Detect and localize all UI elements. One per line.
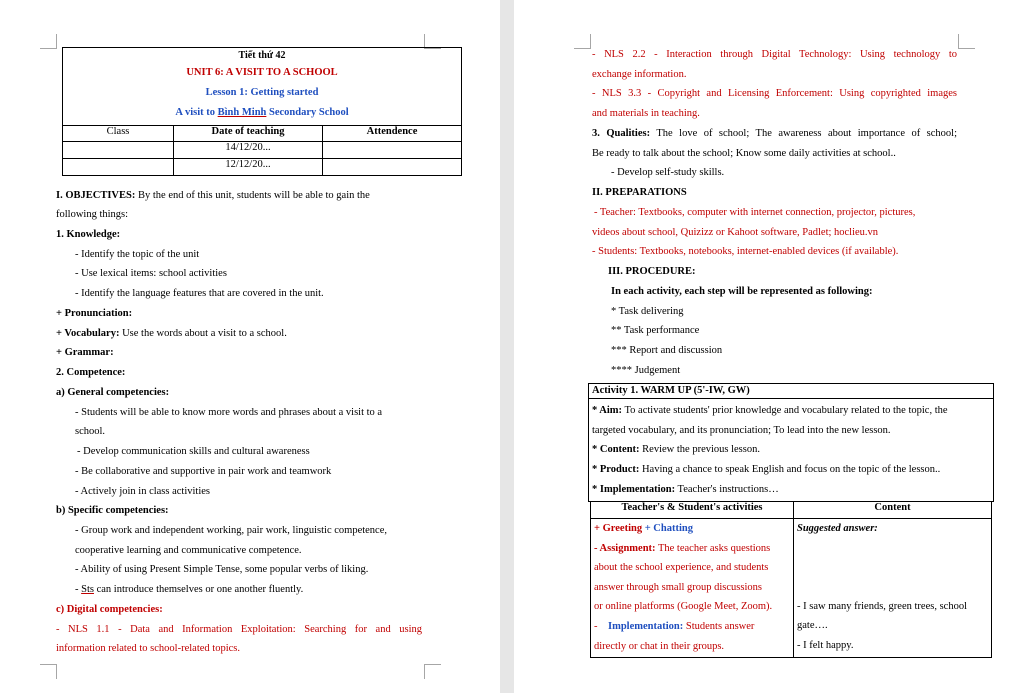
objectives-line2: following things:	[56, 209, 129, 220]
digital-competencies-heading: c) Digital competencies:	[56, 604, 163, 615]
vocabulary-line: + Vocabulary: Use the words about a visit to a school.	[56, 328, 287, 339]
col-activities: Teacher's & Student's activities	[591, 502, 794, 519]
nls-1-1-line: - NLS 1.1 - Data and Information Exploitation: Searching for and using	[56, 624, 422, 635]
activity-title: Activity 1. WARM UP (5'-IW, GW)	[592, 385, 750, 396]
crop-mark	[958, 34, 975, 49]
col-date: Date of teaching	[174, 126, 323, 142]
implementation-line: * Implementation: Teacher's instructions…	[592, 484, 779, 495]
class-cell	[63, 142, 174, 159]
page-left	[0, 0, 500, 693]
competence-heading: 2. Competence:	[56, 367, 126, 378]
date-cell: 14/12/20...	[174, 142, 323, 159]
specific-competencies-heading: b) Specific competencies:	[56, 505, 169, 516]
nls-1-1-line2: information related to school-related topics.	[56, 643, 240, 654]
aim-line: * Aim: To activate students' prior knowledge and vocabulary related to the topic, the	[592, 405, 948, 416]
page-gap	[500, 0, 514, 693]
activities-cell	[591, 519, 794, 658]
crop-mark	[40, 664, 57, 679]
assignment-line4: or online platforms (Google Meet, Zoom).	[594, 601, 773, 613]
specific-item: - Sts can introduce themselves or one another fluently.	[75, 584, 304, 595]
specific-item: cooperative learning and communicative competence.	[75, 545, 302, 556]
att-cell	[323, 159, 462, 176]
pronunciation-heading: + Pronunciation:	[56, 308, 133, 319]
qualities-line2: Be ready to talk about the school; Know some daily activities at school..	[592, 148, 896, 159]
lesson-title: Lesson 1: Getting started	[205, 87, 319, 98]
crop-mark	[40, 34, 57, 49]
grammar-heading: + Grammar:	[56, 347, 114, 358]
students-prep-line: - Students: Textbooks, notebooks, internet-enabled devices (if available).	[592, 246, 899, 257]
greeting-line: + Greeting + Chatting	[594, 523, 693, 534]
answer-line: gate….	[797, 620, 828, 632]
general-competencies-heading: a) General competencies:	[56, 387, 170, 398]
knowledge-heading: 1. Knowledge:	[56, 229, 121, 240]
assignment-line2: about the school experience, and students	[594, 562, 769, 574]
qualities-line3: - Develop self-study skills.	[611, 167, 725, 178]
specific-item: - Ability of using Present Simple Tense, some popular verbs of liking.	[75, 564, 369, 575]
page-right	[514, 0, 1029, 693]
general-item: - Be collaborative and supportive in pair work and teamwork	[75, 466, 332, 477]
activities-table	[590, 501, 992, 658]
content-line: * Content: Review the previous lesson.	[592, 444, 760, 455]
objectives-line: I. OBJECTIVES: By the end of this unit, students will be able to gain the	[56, 190, 370, 201]
knowledge-item: - Identify the topic of the unit	[75, 249, 200, 260]
col-content: Content	[794, 502, 992, 519]
step-item: **** Judgement	[611, 365, 681, 376]
teacher-prep-line2: videos about school, Quizizz or Kahoot software, Padlet; hoclieu.vn	[592, 227, 879, 238]
general-item: school.	[75, 426, 106, 437]
procedure-heading: III. PROCEDURE:	[608, 266, 696, 277]
implementation-line: - Implementation: Students answer	[594, 620, 755, 632]
col-attendance: Attendence	[323, 126, 462, 142]
general-item: - Actively join in class activities	[75, 486, 211, 497]
nls-2-2-line: - NLS 2.2 - Interaction through Digital Technology: Using technology to	[592, 49, 957, 60]
col-class: Class	[63, 126, 174, 142]
aim-line2: targeted vocabulary, and its pronunciation; To lead into the new lesson.	[592, 425, 891, 436]
lesson-subtitle: A visit to Bình Minh Secondary School	[175, 107, 349, 118]
crop-mark	[574, 34, 591, 49]
unit-title: UNIT 6: A VISIT TO A SCHOOL	[186, 67, 338, 78]
product-line: * Product: Having a chance to speak English and focus on the topic of the lesson..	[592, 464, 941, 475]
content-cell	[794, 519, 992, 658]
lesson-number: Tiết thứ 42	[238, 50, 286, 61]
answer-line: - I felt happy.	[797, 639, 854, 651]
att-cell	[323, 142, 462, 159]
assignment-line3: answer through small group discussions	[594, 581, 762, 593]
nls-3-3-line2: and materials in teaching.	[592, 108, 700, 119]
teacher-prep-line: - Teacher: Textbooks, computer with internet connection, projector, pictures,	[594, 207, 916, 218]
class-cell	[63, 159, 174, 176]
crop-mark	[424, 664, 441, 679]
divider	[589, 398, 993, 399]
nls-2-2-line2: exchange information.	[592, 69, 687, 80]
step-item: ** Task performance	[611, 325, 700, 336]
knowledge-item: - Use lexical items: school activities	[75, 268, 227, 279]
procedure-intro: In each activity, each step will be represented as following:	[611, 286, 873, 297]
lesson-header-table	[62, 47, 462, 176]
qualities-line: 3. Qualities: The love of school; The awareness about importance of school;	[592, 128, 957, 139]
preparations-heading: II. PREPARATIONS	[592, 187, 687, 198]
step-item: * Task delivering	[611, 306, 684, 317]
answer-line: - I saw many friends, green trees, school	[797, 600, 967, 612]
implementation-line2: directly or chat in their groups.	[594, 640, 725, 652]
general-item: - Develop communication skills and cultural awareness	[77, 446, 310, 457]
assignment-line: - Assignment: The teacher asks questions	[594, 542, 771, 554]
nls-3-3-line: - NLS 3.3 - Copyright and Licensing Enforcement: Using copyrighted images	[592, 88, 957, 99]
suggested-answer-label: Suggested answer:	[797, 523, 878, 534]
specific-item: - Group work and independent working, pair work, linguistic competence,	[75, 525, 388, 536]
knowledge-item: - Identify the language features that are covered in the unit.	[75, 288, 324, 299]
date-cell: 12/12/20...	[174, 159, 323, 176]
step-item: *** Report and discussion	[611, 345, 723, 356]
activity-box	[588, 383, 994, 502]
general-item: - Students will be able to know more words and phrases about a visit to a	[75, 407, 383, 418]
